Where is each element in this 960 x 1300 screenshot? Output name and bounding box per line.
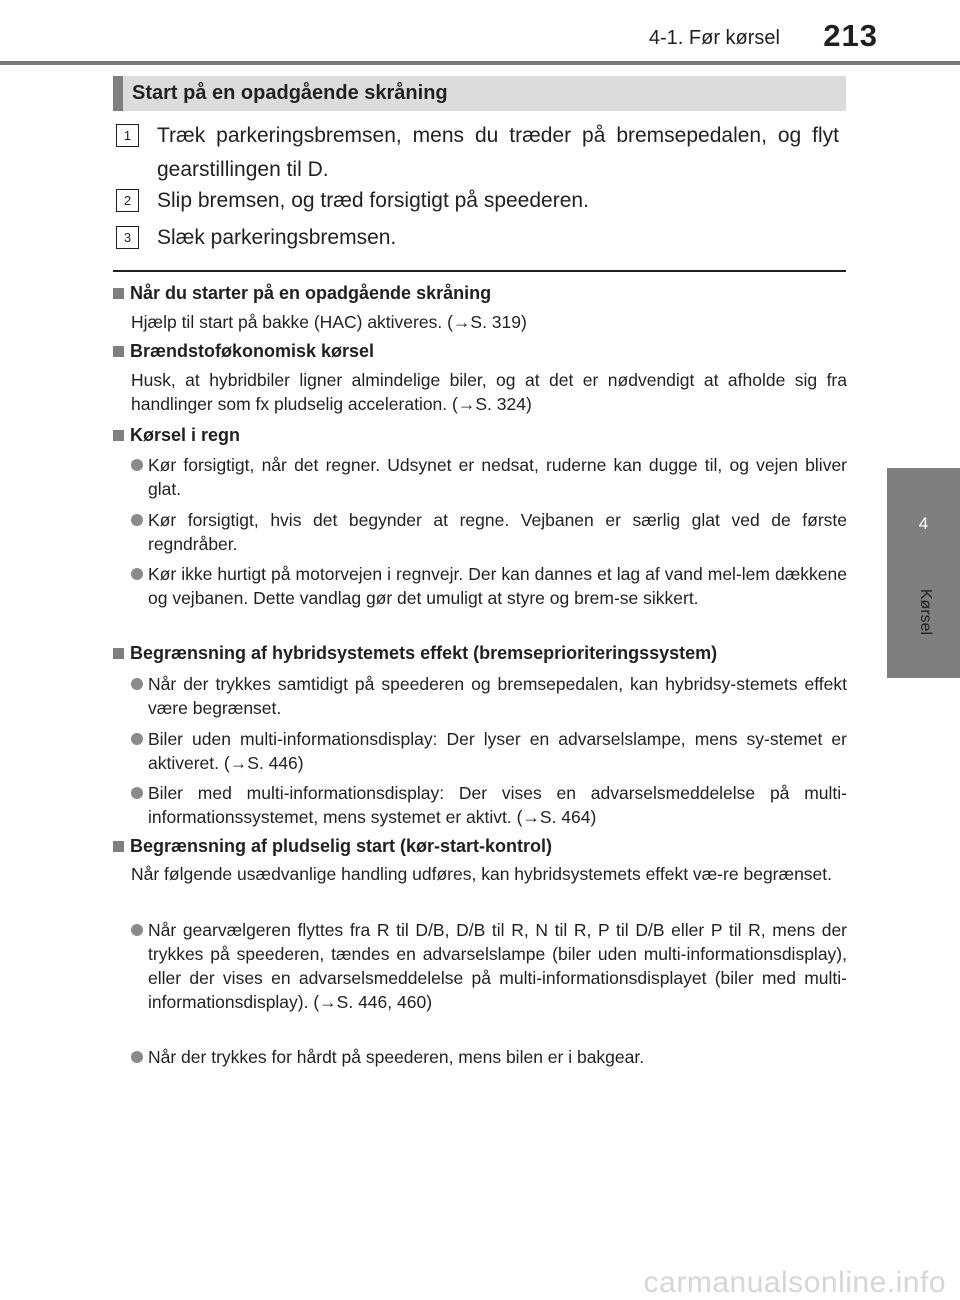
chapter-label-text: Kørsel xyxy=(917,588,934,636)
list-item-text: Biler uden multi-informationsdisplay: Der lyser en advarselslampe, mens sy-stemet er aktiveret. (→S. 446) xyxy=(148,729,847,773)
page-number: 213 xyxy=(823,18,878,53)
list-item-text: Biler med multi-informationsdisplay: Der vises en advarselsmeddelelse på multi-informationssystemet, mens systemet er aktivt. (→S. 464) xyxy=(148,783,847,827)
note-text-uphill: Hjælp til start på bakke (HAC) aktiveres. (→S. 319) xyxy=(131,312,527,332)
header-rule xyxy=(0,61,960,65)
list-item-text: Kør ikke hurtigt på motorvejen i regnvejr. Der kan dannes et lag af vand mel-lem dækkene og vejbanen. Dette vandlag gør det umuligt at styre og brem-se sikkert. xyxy=(148,564,847,608)
step-number: 2 xyxy=(116,189,139,212)
note-heading-brake-priority xyxy=(113,643,717,664)
round-bullet-icon xyxy=(131,514,143,526)
square-bullet-icon xyxy=(113,430,124,441)
note-heading-text: Begrænsning af pludselig start (kør-start-kontrol) xyxy=(130,836,553,856)
list-item-text: Kør forsigtigt, når det regner. Udsynet er nedsat, ruderne kan dugge til, og vejen bliver glat. xyxy=(148,455,847,499)
chapter-tab-number: 4 xyxy=(918,514,929,533)
step-text: Træk parkeringsbremsen, mens du træder på bremsepedalen, og flyt gearstillingen til D. xyxy=(157,124,839,181)
step-number: 1 xyxy=(116,124,139,147)
chapter-label xyxy=(911,576,939,648)
square-bullet-icon xyxy=(113,841,124,852)
note-heading-text: Begrænsning af hybridsystemets effekt (bremseprioriteringssystem) xyxy=(130,643,718,663)
note-text-drive-start: Når følgende usædvanlige handling udføres, kan hybridsystemets effekt væ-re begrænset. xyxy=(131,864,833,884)
section-divider xyxy=(113,270,846,272)
list-item-text: Kør forsigtigt, hvis det begynder at regne. Vejbanen er særlig glat ved de første regndråber. xyxy=(148,510,847,554)
list-item-text: Når der trykkes samtidigt på speederen og bremsepedalen, kan hybridsy-stemets effekt være begrænset. xyxy=(148,674,847,718)
round-bullet-icon xyxy=(131,459,143,471)
note-heading-rain xyxy=(113,425,240,446)
watermark xyxy=(0,1262,960,1300)
round-bullet-icon xyxy=(131,924,143,936)
round-bullet-icon xyxy=(131,733,143,745)
note-heading-text: Når du starter på en opadgående skråning xyxy=(130,283,492,303)
step-number: 3 xyxy=(116,226,139,249)
list-item-text: Når gearvælgeren flyttes fra R til D/B, D/B til R, N til R, P til D/B eller P til R, mens der trykkes på speederen, tændes en advarselslampe (biler uden multi-informationsdisplay), eller der vises en advarselsmeddelelse på multi-informationsdisplayet (biler med multi-informationsdisplay). (→S. 446, 460) xyxy=(148,920,847,1012)
square-bullet-icon xyxy=(113,288,124,299)
list-item-text: Når der trykkes for hårdt på speederen, mens bilen er i bakgear. xyxy=(148,1047,645,1067)
page-header xyxy=(0,0,960,62)
note-heading-fuel xyxy=(113,341,374,362)
note-heading-uphill xyxy=(113,283,491,304)
section-title-bar xyxy=(113,76,123,111)
watermark-text: carmanualsonline.info xyxy=(643,1266,946,1299)
note-heading-text: Kørsel i regn xyxy=(130,425,241,445)
square-bullet-icon xyxy=(113,648,124,659)
section-title-text: Start på en opadgående skråning xyxy=(132,82,448,104)
step-text: Slæk parkeringsbremsen. xyxy=(157,226,397,249)
round-bullet-icon xyxy=(131,678,143,690)
note-heading-drive-start xyxy=(113,836,552,857)
header-section-title: 4-1. Før kørsel xyxy=(648,27,780,49)
round-bullet-icon xyxy=(131,568,143,580)
round-bullet-icon xyxy=(131,787,143,799)
round-bullet-icon xyxy=(131,1051,143,1063)
step-text: Slip bremsen, og træd forsigtigt på speederen. xyxy=(157,189,589,212)
note-heading-text: Brændstoføkonomisk kørsel xyxy=(130,341,375,361)
square-bullet-icon xyxy=(113,346,124,357)
section-title xyxy=(113,76,846,111)
note-text-fuel: Husk, at hybridbiler ligner almindelige biler, og at det er nødvendigt at afholde sig fra handlinger som fx pludselig acceleration. (→S. 324) xyxy=(131,370,847,414)
